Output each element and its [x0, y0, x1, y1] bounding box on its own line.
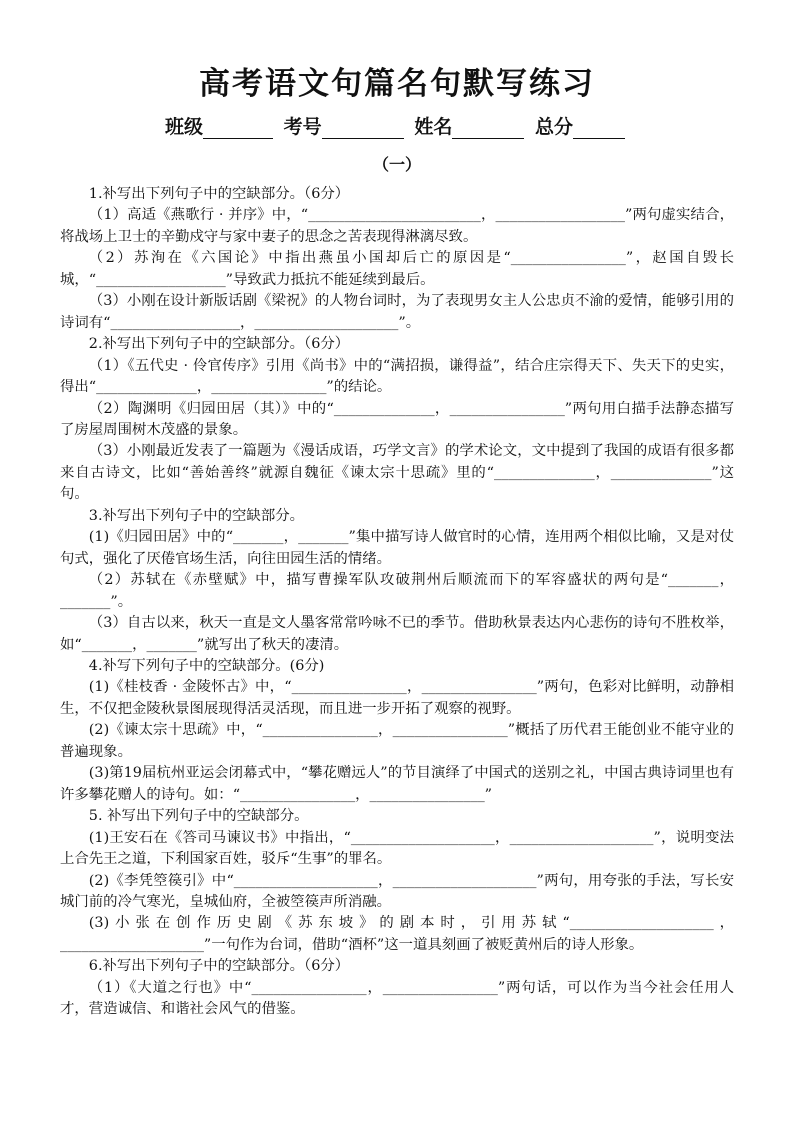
question-item: (1)《桂枝香 · 金陵怀古》中，“________________，________________”两句，色彩对比鲜明，动静相生，不仅把金陵秋景图展现得活灵活现，而且进一步开拓了观察的视野。 — [60, 679, 734, 717]
question-item: （2）苏轼在《赤壁赋》中，描写曹操军队攻破荆州后顺流而下的军容盛状的两句是“_______，_______”。 — [60, 572, 734, 610]
section-heading: （一） — [372, 155, 421, 174]
question-heading: 5. 补写出下列句子中的空缺部分。 — [88, 808, 309, 825]
question-body — [60, 184, 734, 1021]
question-item: (3)第19届杭州亚运会闭幕式中，“攀花赠远人”的节目演绎了中国式的送别之礼，中国古典诗词里也有许多攀花赠人的诗句。如：“________________，________________” — [60, 765, 734, 803]
question-heading: 1.补写出下列句子中的空缺部分。（6分） — [88, 186, 350, 202]
student-info-line — [0, 112, 794, 139]
question-item: （1）《五代史 · 伶官传序》引用《尚书》中的“满招损，谦得益”，结合庄宗得天下、失天下的史实，得出“______________，________________”的结论。 — [60, 357, 734, 396]
question-item: （3）小刚最近发表了一篇题为《漫话成语，巧学文言》的学术论文，文中提到了我国的成语有很多都来自古诗文，比如“善始善终”就源自魏征《谏太宗十思疏》里的“______________，______________”这句。 — [60, 443, 734, 503]
page-title: 高考语文句篇名句默写练习 — [199, 66, 595, 102]
question-item: （1）高适《燕歌行 · 并序》中，“________________________，__________________”两句虚实结合，将战场上卫士的辛勤戍守与家中妻子的思念之苦表现得淋漓尽致。 — [60, 207, 734, 245]
question-item: (2)《谏太宗十思疏》中，“________________，________________”概括了历代君王能创业不能守业的普遍现象。 — [60, 722, 734, 760]
class-label: 班级 — [165, 116, 204, 138]
question-item: (3)小张在创作历史剧《苏东坡》的剧本时，引用苏轼“____________________，____________________”一句作为台词，借助“酒杯”这一道具刻画了被贬黄州后的诗人形象。 — [60, 915, 734, 953]
score-label: 总分 — [534, 116, 573, 138]
exam-no-label: 考号 — [283, 116, 322, 138]
question-item: (2)《李凭箜篌引》中“____________________，____________________”两句，用夸张的手法，写长安城门前的冷气寒光，皇城仙府，全被箜篌声所消融。 — [60, 872, 734, 910]
question-item: （1）《大道之行也》中“________________，________________”两句话，可以作为当今社会任用人才，营造诚信、和谐社会风气的借鉴。 — [60, 979, 734, 1018]
question-item: （2）陶渊明《归园田居（其）》中的“______________，________________”两句用白描手法静态描写了房屋周围树木茂盛的景象。 — [60, 400, 734, 438]
question-heading: 4.补写下列句子中的空缺部分。(6分) — [88, 657, 325, 674]
question-item: (1)王安石在《答司马谏议书》中指出，“____________________，____________________”，说明变法上合先王之道，下利国家百姓，驳斥“生事”的罪名。 — [60, 829, 734, 868]
question-heading: 2.补写出下列句子中的空缺部分。（6分） — [88, 336, 350, 353]
question-item: （2）苏洵在《六国论》中指出燕虽小国却后亡的原因是“________________”，赵国自毁长城，“__________________”导致武力抵抗不能延续到最后。 — [60, 250, 734, 288]
class-blank — [203, 120, 273, 139]
question-heading: 3.补写出下列句子中的空缺部分。 — [88, 507, 304, 524]
question-item: （3）小刚在设计新版话剧《梁祝》的人物台词时，为了表现男女主人公忠贞不渝的爱情，能够引用的诗词有“__________________，____________________”。 — [60, 293, 734, 331]
question-item: （3）自古以来，秋天一直是文人墨客常常吟咏不已的季节。借助秋景表达内心悲伤的诗句不胜枚举，如“_______，_______”就写出了秋天的凄清。 — [60, 615, 734, 653]
question-heading: 6.补写出下列句子中的空缺部分。（6分） — [88, 958, 350, 975]
exam-no-blank — [322, 120, 404, 139]
question-item: (1)《归园田居》中的“_______，_______”集中描写诗人做官时的心情，连用两个相似比喻，又是对仗句式，强化了厌倦官场生活，向往田园生活的情绪。 — [60, 529, 734, 567]
score-blank — [573, 120, 625, 139]
name-label: 姓名 — [414, 116, 453, 138]
name-blank — [452, 120, 524, 139]
